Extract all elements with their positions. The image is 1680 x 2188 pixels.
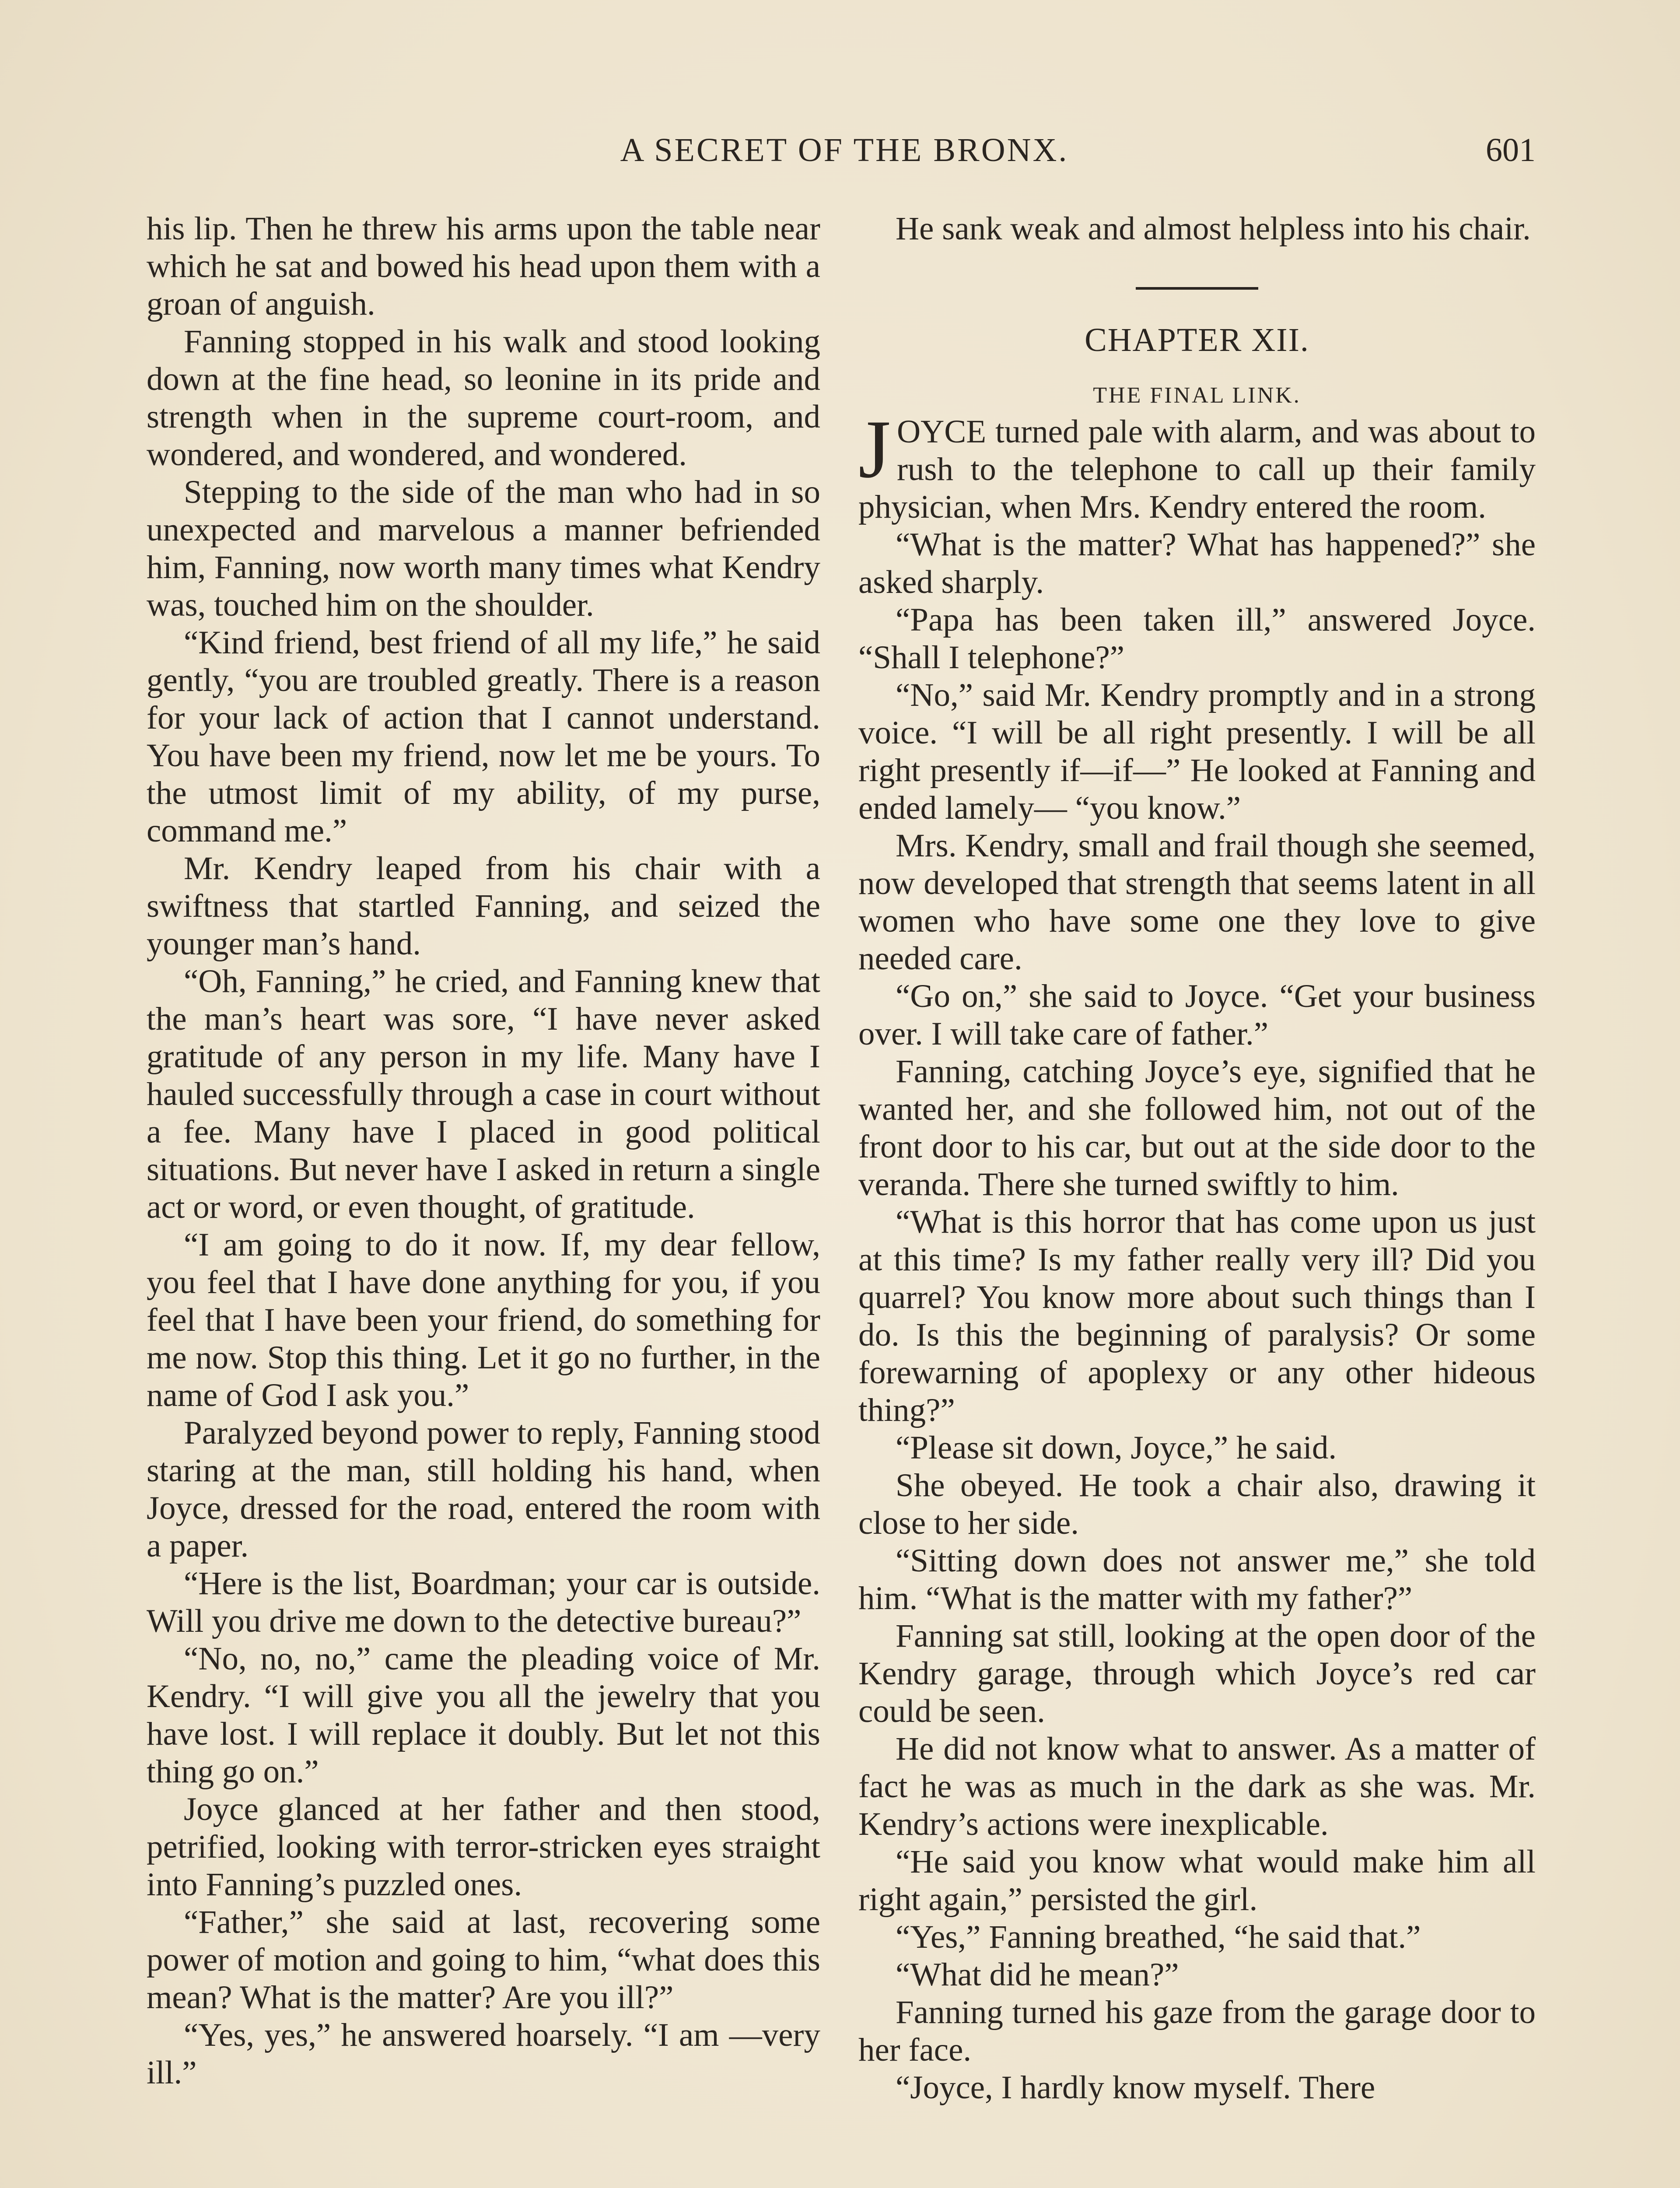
paragraph: Mr. Kendry leaped from his chair with a swiftness that startled Fanning, and seized the younger man’s hand. bbox=[147, 850, 820, 962]
paragraph: He sank weak and almost helpless into his chair. bbox=[896, 210, 1531, 247]
paragraph: Mrs. Kendry, small and frail though she seemed, now developed that strength that seems latent in all women who have some one they love to give needed care. bbox=[858, 828, 1536, 977]
running-title: A SECRET OF THE BRONX. bbox=[620, 132, 1069, 168]
chapter-subtitle: THE FINAL LINK. bbox=[1093, 383, 1301, 408]
left-column bbox=[147, 210, 820, 2092]
paragraph: Fanning turned his gaze from the garage door to her face. bbox=[858, 1994, 1536, 2068]
paragraph: “What did he mean?” bbox=[896, 1957, 1179, 1993]
paragraph: He did not know what to answer. As a matter of fact he was as much in the dark as she was. Mr. Kendry’s actions were inexplicable. bbox=[858, 1731, 1536, 1842]
paragraph: “I am going to do it now. If, my dear fellow, you feel that I have done anything for you, if you feel that I have been your friend, do something for me now. Stop this thing. Let it go no further, in the name of God I ask you.” bbox=[147, 1227, 820, 1413]
paragraph: his lip. Then he threw his arms upon the table near which he sat and bowed his head upon them with a groan of anguish. bbox=[147, 210, 820, 322]
paragraph: “What is the matter? What has happened?” she asked sharply. bbox=[858, 526, 1536, 600]
paragraph: Fanning stopped in his walk and stood looking down at the fine head, so leonine in its pride and strength when in the supreme court-room, and wondered, and wondered, and wondered. bbox=[147, 323, 820, 473]
chapter-title: CHAPTER XII. bbox=[1085, 322, 1309, 358]
page-header bbox=[0, 131, 1680, 179]
paragraph: “Go on,” she said to Joyce. “Get your business over. I will take care of father.” bbox=[858, 978, 1536, 1052]
paragraph: “Father,” she said at last, recovering some power of motion and going to him, “what does this mean? What is the matter? Are you ill?” bbox=[147, 1904, 820, 2016]
section-divider bbox=[1136, 287, 1258, 290]
drop-cap: J bbox=[858, 403, 891, 495]
paragraph: “Please sit down, Joyce,” he said. bbox=[896, 1430, 1337, 1466]
paragraph: Stepping to the side of the man who had in so unexpected and marvelous a manner befriended him, Fanning, now worth many times what Kendry was, touched him on the shoulder. bbox=[147, 474, 820, 623]
paragraph: “Here is the list, Boardman; your car is outside. Will you drive me down to the detective bureau?” bbox=[147, 1565, 820, 1639]
paragraph: “He said you know what would make him all right again,” persisted the girl. bbox=[858, 1844, 1536, 1918]
paragraph: “No,” said Mr. Kendry promptly and in a strong voice. “I will be all right presently. I will be all right presently if—if—” He looked at Fanning and ended lamely— “you know.” bbox=[858, 677, 1536, 826]
page-number: 601 bbox=[1486, 132, 1536, 168]
paragraph: Fanning, catching Joyce’s eye, signified that he wanted her, and she followed him, not out of the front door to his car, but out at the side door to the veranda. There she turned swiftly to him. bbox=[858, 1053, 1536, 1203]
paragraph: “No, no, no,” came the pleading voice of Mr. Kendry. “I will give you all the jewelry that you have lost. I will replace it doubly. But let not this thing go on.” bbox=[147, 1641, 820, 1790]
paragraph: “Kind friend, best friend of all my life,” he said gently, “you are troubled greatly. There is a reason for your lack of action that I cannot understand. You have been my friend, now let me be yours. To the utmost limit of my ability, of my purse, command me.” bbox=[147, 624, 820, 849]
paragraph: “What is this horror that has come upon us just at this time? Is my father really very ill? Did you quarrel? You know more about such things than I do. Is this the beginning of paralysis? Or some forewarning of apoplexy or any other hideous thing?” bbox=[858, 1204, 1536, 1428]
paragraph: She obeyed. He took a chair also, drawing it close to her side. bbox=[858, 1467, 1536, 1541]
paragraph: “Yes, yes,” he answered hoarsely. “I am —very ill.” bbox=[147, 2017, 820, 2091]
paragraph: Paralyzed beyond power to reply, Fanning stood staring at the man, still holding his hand, when Joyce, dressed for the road, entered the room with a paper. bbox=[147, 1415, 820, 1564]
chapter-opening-paragraph bbox=[858, 403, 1536, 526]
paragraph: Joyce glanced at her father and then stood, petrified, looking with terror-stricken eyes straight into Fanning’s puzzled ones. bbox=[147, 1791, 820, 1903]
paragraph: “Yes,” Fanning breathed, “he said that.” bbox=[896, 1919, 1421, 1955]
opening-text: OYCE turned pale with alarm, and was about to rush to the telephone to call up their family physician, when Mrs. Kendry entered the room. bbox=[858, 414, 1536, 525]
paragraph: “Oh, Fanning,” he cried, and Fanning knew that the man’s heart was sore, “I have never asked gratitude of any person in my life. Many have I hauled successfully through a case in court without a fee. Many have I placed in good political situations. But never have I asked in return a single act or word, or even thought, of gratitude. bbox=[147, 963, 820, 1225]
paragraph: “Sitting down does not answer me,” she told him. “What is the matter with my father?” bbox=[858, 1543, 1536, 1616]
paragraph: “Joyce, I hardly know myself. There bbox=[896, 2069, 1376, 2106]
paragraph: “Papa has been taken ill,” answered Joyce. “Shall I telephone?” bbox=[858, 602, 1536, 676]
paragraph: Fanning sat still, looking at the open door of the Kendry garage, through which Joyce’s red car could be seen. bbox=[858, 1618, 1536, 1729]
right-column bbox=[858, 210, 1536, 2107]
